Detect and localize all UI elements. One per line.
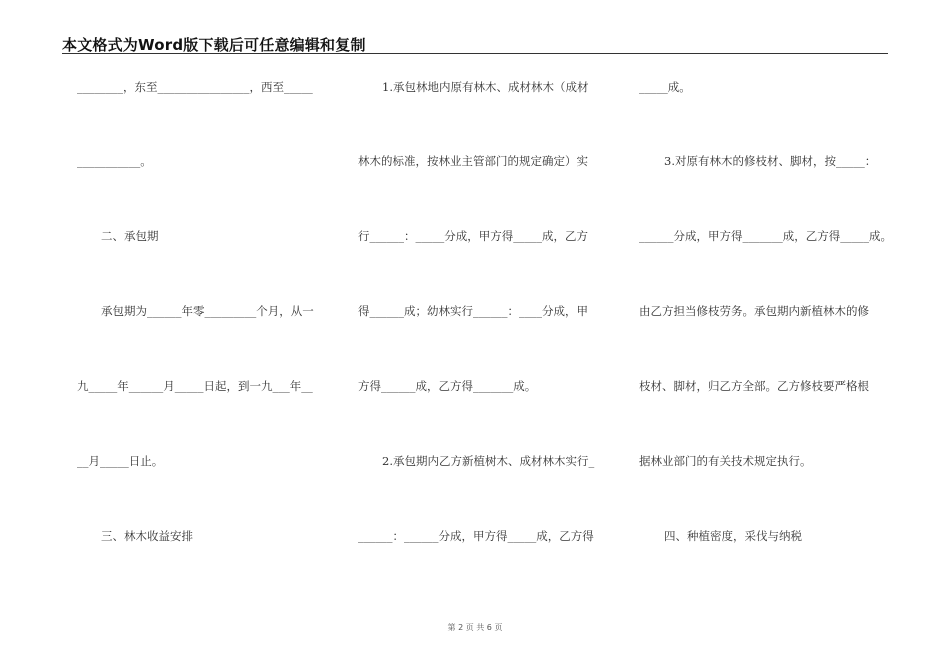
section-heading: 四、种植密度，采伐与纳税: [664, 529, 802, 543]
text-line: 2.承包期内乙方新植树木、成材林木实行_: [382, 454, 595, 468]
text-line: 由乙方担当修枝劳务。承包期内新植林木的修: [639, 304, 869, 318]
text-line: 行______：_____分成，甲方得_____成，乙方: [358, 229, 588, 243]
section-heading: 二、承包期: [101, 229, 159, 243]
header-divider: [62, 53, 888, 54]
text-line: 1.承包林地内原有林木、成材林木（成材: [382, 80, 589, 94]
text-line: 3.对原有林木的修枝材、脚材，按_____：: [664, 154, 877, 168]
document-header-title: 本文格式为Word版下载后可任意编辑和复制: [62, 36, 366, 54]
page-number: 第 2 页 共 6 页: [447, 623, 503, 632]
section-heading: 三、林木收益安排: [101, 529, 193, 543]
text-line: 据林业部门的有关技术规定执行。: [639, 454, 812, 468]
text-line: 方得______成，乙方得_______成。: [358, 379, 537, 393]
text-line: ________，东至________________，西至_____: [77, 80, 313, 94]
text-line: __月_____日止。: [77, 454, 164, 468]
text-line: _____成。: [639, 80, 691, 94]
text-line: 得______成；幼林实行______：____分成，甲: [358, 304, 588, 318]
text-line: 承包期为______年零_________个月，从一: [101, 304, 314, 318]
text-line: 九_____年______月_____日起，到一九___年__: [77, 379, 313, 393]
text-line: ______分成，甲方得_______成，乙方得_____成。: [639, 229, 892, 243]
text-line: 林木的标准，按林业主管部门的规定确定）实: [358, 154, 588, 168]
text-line: 枝材、脚材，归乙方全部。乙方修枝要严格根: [639, 379, 869, 393]
text-line: ___________。: [77, 154, 152, 168]
text-line: ______：______分成，甲方得_____成，乙方得: [358, 529, 594, 543]
